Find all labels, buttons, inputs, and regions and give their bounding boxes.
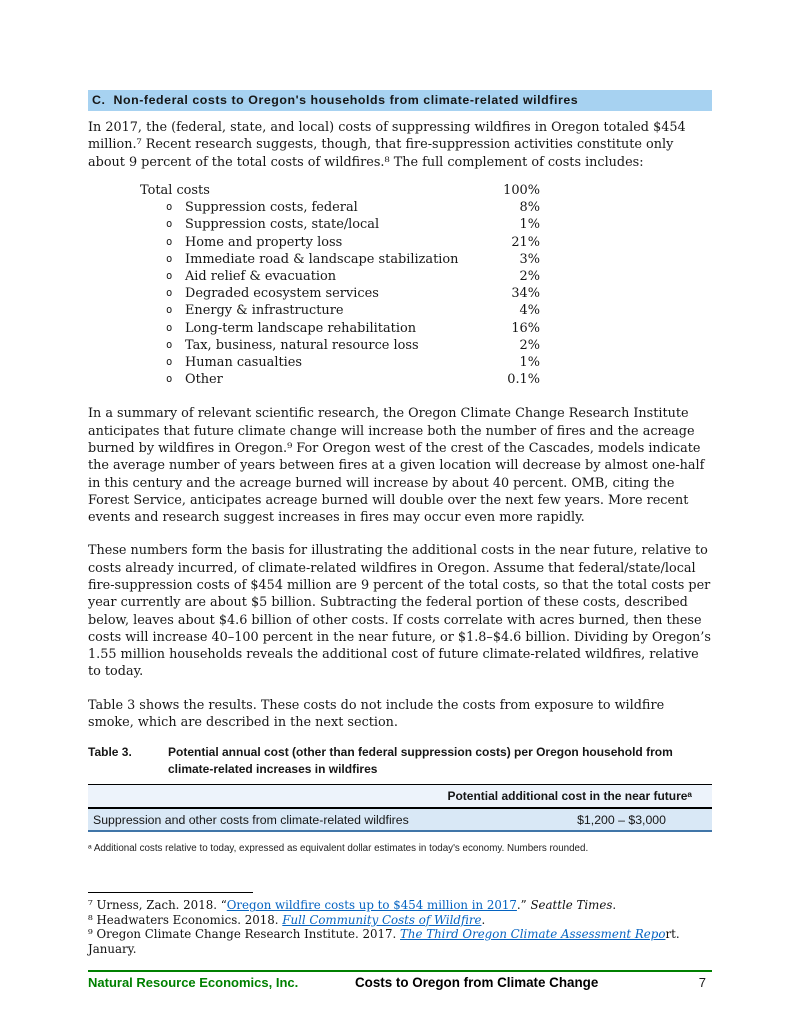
cost-item-value: 3%	[519, 251, 540, 267]
footnote-8-text: ⁸ Headwaters Economics. 2018.	[88, 912, 283, 927]
bullet-icon: o	[166, 338, 173, 351]
cost-item-value: 21%	[511, 234, 540, 250]
footnote-9-text: ⁹ Oregon Climate Change Research Institute. 2017.	[88, 927, 401, 942]
footnote-7	[88, 898, 712, 912]
footer-page-number: 7	[698, 975, 706, 990]
assumptions-paragraph: These numbers form the basis for illustrating the additional costs in the near future, relative to costs already incurred, of climate-related wildfires in Oregon. Assume that federal/state/local fire-suppression costs of $454 million are 9 percent of the total costs, so that the total costs per year currently are about $5 billion. Subtracting the federal portion of these costs, described below, leaves about $4.6 billion of other costs. If costs correlate with acres burned, then these costs will increase 40–100 percent in the near future, or $1.8–$4.6 billion. Dividing by Oregon’s 1.55 million households reveals the additional cost of future climate-related wildfires, relative to today.	[88, 543, 711, 680]
section-heading: C. Non-federal costs to Oregon's households from climate-related wildfires	[88, 90, 712, 111]
cost-item-label: Other	[185, 372, 223, 388]
cost-item-value: 16%	[511, 320, 540, 336]
cost-item-row	[88, 285, 540, 302]
table3-header-row	[88, 785, 712, 809]
footnote-9-link[interactable]: The Third Oregon Climate Assessment Repo	[400, 927, 666, 942]
bullet-icon: o	[166, 287, 173, 300]
cost-item-row	[88, 371, 540, 388]
cost-item-value: 2%	[519, 337, 540, 353]
footnote-7-text: .	[612, 898, 617, 913]
intro-paragraph: In 2017, the (federal, state, and local) costs of suppressing wildfires in Oregon totaled $454 million.⁷ Recent research suggests, though, that fire-suppression activities constitute only about 9 percent of the total costs of wildfires.⁸ The full complement of costs includes:	[88, 120, 686, 170]
cost-item-label: Suppression costs, state/local	[185, 217, 380, 233]
cost-item-label: Tax, business, natural resource loss	[185, 337, 419, 353]
cost-item-row	[88, 337, 540, 354]
footer-row	[88, 975, 712, 990]
cost-item-label: Immediate road & landscape stabilization	[185, 251, 459, 267]
footnote-7-source: Seattle Times	[530, 898, 613, 913]
page-footer	[88, 970, 712, 990]
footer-rule	[88, 970, 712, 972]
cost-item-label: Aid relief & evacuation	[185, 268, 337, 284]
table3-row-label: Suppression and other costs from climate-related wildfires	[93, 812, 409, 827]
cost-item-label: Energy & infrastructure	[185, 303, 344, 319]
cost-item-value: 8%	[519, 200, 540, 216]
cost-item-label: Suppression costs, federal	[185, 200, 358, 216]
footnote-9-text: rt. January.	[88, 927, 680, 956]
footnote-9	[88, 927, 712, 956]
cost-item-row	[88, 199, 540, 216]
bullet-icon: o	[166, 235, 173, 248]
cost-item-row	[88, 216, 540, 233]
bullet-icon: o	[166, 252, 173, 265]
footnote-7-text: .”	[516, 898, 531, 913]
cost-item-row	[88, 251, 540, 268]
cost-total-label: Total costs	[140, 182, 210, 198]
footnote-7-text: ⁷ Urness, Zach. 2018. “	[88, 898, 227, 913]
cost-item-row	[88, 354, 540, 371]
cost-total-value: 100%	[503, 182, 540, 198]
bullet-icon: o	[166, 269, 173, 282]
table3	[88, 784, 712, 832]
table3-data-row	[88, 809, 712, 832]
cost-item-row	[88, 268, 540, 285]
cost-item-value: 2%	[519, 268, 540, 284]
footer-doc-title: Costs to Oregon from Climate Change	[355, 975, 599, 990]
cost-item-value: 1%	[519, 354, 540, 370]
cost-item-value: 4%	[519, 303, 540, 319]
cost-item-label: Long-term landscape rehabilitation	[185, 320, 417, 336]
cost-item-row	[88, 234, 540, 251]
table3-note: ᵃ Additional costs relative to today, expressed as equivalent dollar estimates in today's economy. Numbers rounded.	[88, 843, 589, 855]
table3-caption	[88, 744, 712, 777]
results-paragraph: Table 3 shows the results. These costs do not include the costs from exposure to wildfire smoke, which are described in the next section.	[88, 697, 665, 731]
bullet-icon: o	[166, 218, 173, 231]
footer-brand: Natural Resource Economics, Inc.	[88, 975, 299, 990]
cost-item-value: 1%	[519, 217, 540, 233]
footnote-8-text: .	[481, 912, 486, 927]
cost-item-value: 0.1%	[507, 372, 540, 388]
footnote-separator	[88, 892, 253, 893]
bullet-icon: o	[166, 321, 173, 334]
cost-item-label: Human casualties	[185, 354, 303, 370]
cost-item-label: Home and property loss	[185, 234, 343, 250]
table3-row-value: $1,200 – $3,000	[577, 812, 666, 827]
summary-paragraph: In a summary of relevant scientific research, the Oregon Climate Change Research Institute anticipates that future climate change will increase both the number of fires and the acreage burned by wildfires in Oregon.⁹ For Oregon west of the crest of the Cascades, models indicate the average number of years between fires at a given location will decrease by almost one-half in this century and the acreage burned will increase by about 40 percent. OMB, citing the Forest Service, anticipates acreage burned will double over the next few years. More recent events and research suggest increases in fires may occur even more rapidly.	[88, 406, 705, 526]
cost-item-row	[88, 320, 540, 337]
bullet-icon: o	[166, 355, 173, 368]
cost-item-row	[88, 302, 540, 319]
footnote-8-link[interactable]: Full Community Costs of Wildfire	[282, 912, 482, 927]
footnote-7-link[interactable]: Oregon wildfire costs up to $454 million in 2017	[226, 898, 517, 913]
cost-item-value: 34%	[511, 286, 540, 302]
cost-total-row	[88, 182, 540, 199]
bullet-icon: o	[166, 373, 173, 386]
table3-caption-text: Potential annual cost (other than federal suppression costs) per Oregon household from climate-related increases in wildfires	[168, 745, 673, 776]
footnote-8	[88, 913, 712, 927]
cost-item-label: Degraded ecosystem services	[185, 286, 379, 302]
cost-breakdown-list	[88, 182, 712, 388]
bullet-icon: o	[166, 304, 173, 317]
table3-caption-label: Table 3.	[88, 745, 132, 760]
bullet-icon: o	[166, 201, 173, 214]
table3-header-cell: Potential additional cost in the near futureᵃ	[447, 789, 692, 804]
